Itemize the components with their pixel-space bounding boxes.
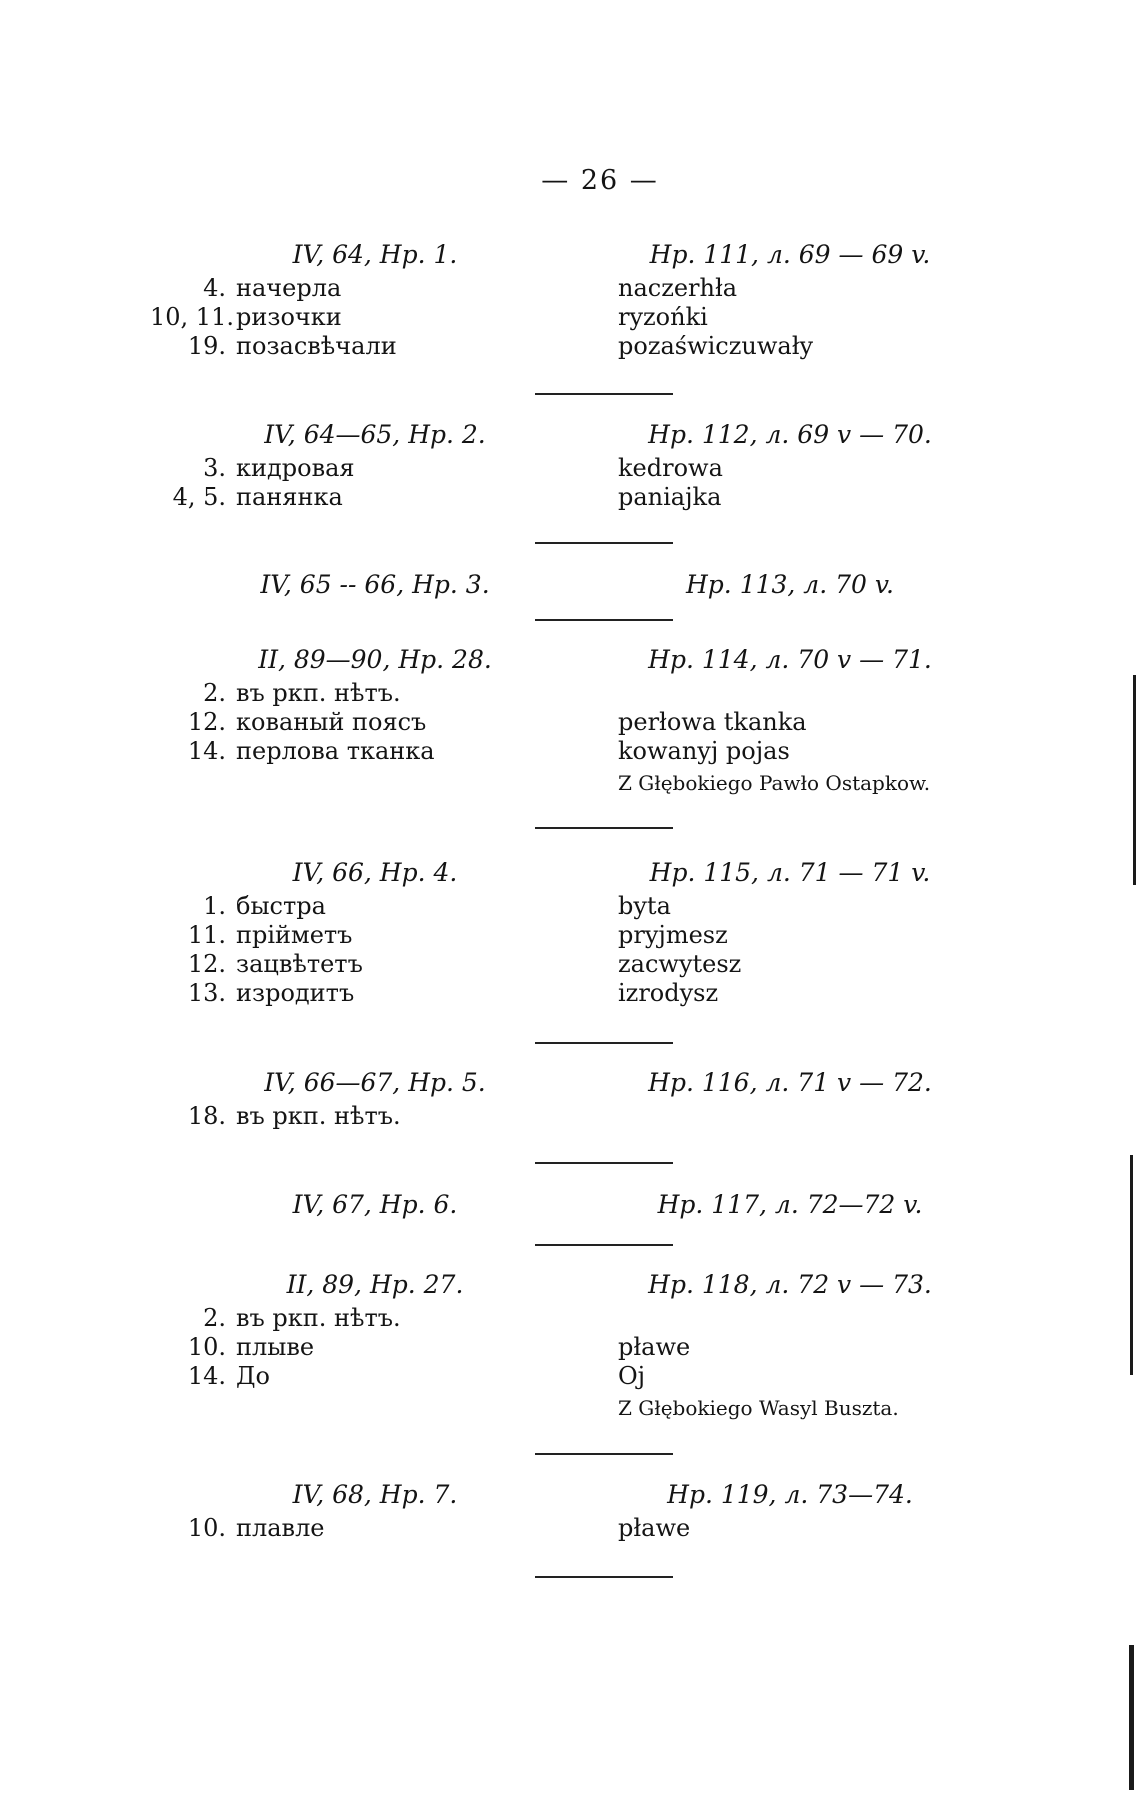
right-header: Hp. 112, л. 69 v — 70. (648, 420, 932, 449)
russian-text: быстра (236, 892, 326, 920)
russian-text: прійметъ (236, 921, 353, 949)
scan-margin-mark (1133, 675, 1136, 885)
polish-text: pławe (618, 1333, 691, 1361)
left-header: IV, 68, Hp. 7. (292, 1480, 458, 1509)
section-divider (535, 1453, 673, 1455)
right-header: Hp. 111, л. 69 — 69 v. (649, 240, 931, 269)
polish-text: byta (618, 892, 671, 920)
right-header: Hp. 115, л. 71 — 71 v. (649, 858, 931, 887)
scan-margin-mark (1130, 1155, 1133, 1375)
section-header (0, 420, 1140, 454)
polish-text: izrodysz (618, 979, 719, 1007)
left-header: IV, 67, Hp. 6. (292, 1190, 458, 1219)
scan-margin-mark (1129, 1645, 1134, 1790)
section-divider (535, 619, 673, 621)
section-header (0, 1270, 1140, 1304)
polish-text: Oj (618, 1362, 646, 1390)
left-header: IV, 66, Hp. 4. (292, 858, 458, 887)
entry-row (0, 1333, 1140, 1362)
section-header (0, 1480, 1140, 1514)
entry-row (0, 892, 1140, 921)
russian-text: перлова тканка (236, 737, 435, 765)
left-header: IV, 66—67, Hp. 5. (264, 1068, 486, 1097)
section-header (0, 570, 1140, 604)
source-attribution: Z Głębokiego Wasyl Buszta. (618, 1396, 899, 1420)
line-number: 1. (203, 892, 226, 920)
section-6 (0, 1068, 1140, 1131)
line-number: 12. (187, 708, 226, 736)
section-8 (0, 1270, 1140, 1420)
source-row (0, 1391, 1140, 1420)
entry-row (0, 708, 1140, 737)
russian-text: въ ркп. нѣтъ. (236, 1304, 401, 1332)
page-number: — 26 — (541, 165, 659, 196)
section-4 (0, 645, 1140, 795)
line-number: 4. (203, 274, 226, 302)
right-header: Hp. 117, л. 72—72 v. (657, 1190, 923, 1219)
russian-text: плыве (236, 1333, 315, 1361)
russian-text: въ ркп. нѣтъ. (236, 679, 401, 707)
polish-text: ryzońki (618, 303, 708, 331)
polish-text: zacwytesz (618, 950, 742, 978)
section-header (0, 1068, 1140, 1102)
russian-text: изродитъ (236, 979, 355, 1007)
polish-text: paniajka (618, 483, 722, 511)
line-number: 11. (187, 921, 226, 949)
right-header: Hp. 113, л. 70 v. (686, 570, 894, 599)
polish-text: pozaświczuwały (618, 332, 814, 360)
section-header (0, 1190, 1140, 1224)
russian-text: кованый поясъ (236, 708, 427, 736)
entry-row (0, 332, 1140, 361)
entry-row (0, 1304, 1140, 1333)
polish-text: kedrowa (618, 454, 723, 482)
polish-text: perłowa tkanka (618, 708, 807, 736)
line-number: 10. (187, 1514, 226, 1542)
section-divider (535, 542, 673, 544)
section-header (0, 645, 1140, 679)
line-number: 14. (187, 1362, 226, 1390)
section-divider (535, 393, 673, 395)
section-header (0, 858, 1140, 892)
line-number: 3. (203, 454, 226, 482)
section-7 (0, 1190, 1140, 1224)
line-number: 18. (187, 1102, 226, 1130)
polish-text: pryjmesz (618, 921, 728, 949)
russian-text: начерла (236, 274, 342, 302)
source-row (0, 766, 1140, 795)
left-header: IV, 64, Hp. 1. (292, 240, 458, 269)
section-2 (0, 420, 1140, 512)
entry-row (0, 921, 1140, 950)
source-attribution: Z Głębokiego Pawło Ostapkow. (618, 771, 931, 795)
left-header: IV, 64—65, Hp. 2. (264, 420, 486, 449)
entry-row (0, 303, 1140, 332)
section-1 (0, 240, 1140, 361)
section-divider (535, 1244, 673, 1246)
left-header: II, 89—90, Hp. 28. (258, 645, 492, 674)
left-header: IV, 65 -- 66, Hp. 3. (260, 570, 490, 599)
line-number: 4, 5. (172, 483, 226, 511)
line-number: 14. (187, 737, 226, 765)
entry-row (0, 274, 1140, 303)
section-3 (0, 570, 1140, 604)
russian-text: ризочки (236, 303, 342, 331)
section-5 (0, 858, 1140, 1008)
entry-row (0, 950, 1140, 979)
left-header: II, 89, Hp. 27. (286, 1270, 464, 1299)
russian-text: панянка (236, 483, 343, 511)
russian-text: зацвѣтетъ (236, 950, 363, 978)
right-header: Hp. 114, л. 70 v — 71. (648, 645, 932, 674)
right-header: Hp. 118, л. 72 v — 73. (648, 1270, 932, 1299)
section-header (0, 240, 1140, 274)
section-9 (0, 1480, 1140, 1543)
line-number: 12. (187, 950, 226, 978)
line-number: 2. (203, 1304, 226, 1332)
russian-text: До (236, 1362, 270, 1390)
line-number: 13. (187, 979, 226, 1007)
entry-row (0, 737, 1140, 766)
section-divider (535, 1576, 673, 1578)
russian-text: позасвѣчали (236, 332, 397, 360)
entry-row (0, 1514, 1140, 1543)
entry-row (0, 1362, 1140, 1391)
line-number: 2. (203, 679, 226, 707)
line-number: 19. (187, 332, 226, 360)
right-header: Hp. 116, л. 71 v — 72. (648, 1068, 932, 1097)
entry-row (0, 979, 1140, 1008)
line-number: 10, 11. (150, 303, 234, 331)
entry-row (0, 483, 1140, 512)
entry-row (0, 679, 1140, 708)
entry-row (0, 1102, 1140, 1131)
entry-row (0, 454, 1140, 483)
polish-text: naczerhła (618, 274, 738, 302)
polish-text: kowanyj pojas (618, 737, 790, 765)
russian-text: въ ркп. нѣтъ. (236, 1102, 401, 1130)
line-number: 10. (187, 1333, 226, 1361)
russian-text: кидровая (236, 454, 355, 482)
polish-text: pławe (618, 1514, 691, 1542)
section-divider (535, 1042, 673, 1044)
right-header: Hp. 119, л. 73—74. (667, 1480, 913, 1509)
section-divider (535, 1162, 673, 1164)
russian-text: плавле (236, 1514, 325, 1542)
section-divider (535, 827, 673, 829)
